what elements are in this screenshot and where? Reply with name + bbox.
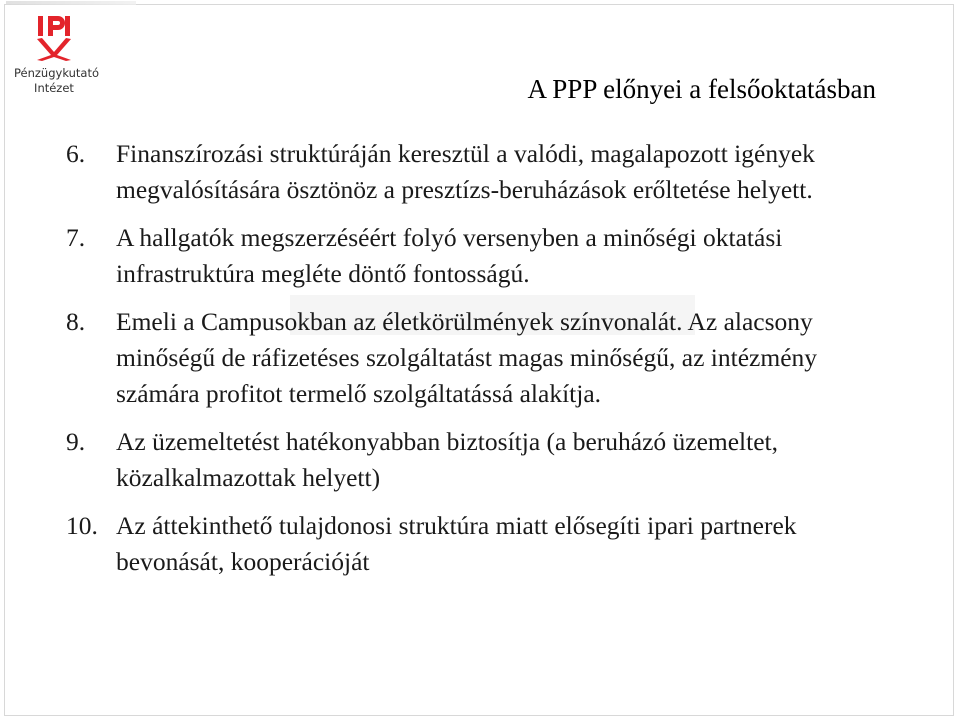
- list-item: [66, 220, 866, 292]
- slide-title: A PPP előnyei a felsőoktatásban: [527, 74, 876, 104]
- item-number: 10.: [66, 511, 98, 540]
- list-item: [66, 136, 866, 208]
- item-text: Finanszírozási struktúráján keresztül a valódi, magalapozott igények megvalósítására ösztönöz a presztízs-beruházások erőltetése helyett.: [116, 139, 815, 204]
- list-item: [66, 424, 866, 496]
- item-number: 8.: [66, 307, 86, 336]
- institute-logo: [14, 14, 100, 98]
- item-text: Emeli a Campusokban az életkörülmények színvonalát. Az alacsony minőségű de ráfizetéses szolgáltatást magas minőségű, az intézmény számára profitot termelő szolgáltatássá alakítja.: [116, 307, 818, 408]
- list-item: [66, 304, 866, 412]
- item-number: 7.: [66, 223, 86, 252]
- list-item: [66, 508, 866, 580]
- item-text: Az áttekinthető tulajdonosi struktúra miatt elősegíti ipari partnerek bevonását, kooperációját: [116, 511, 797, 576]
- item-text: Az üzemeltetést hatékonyabban biztosítja (a beruházó üzemeltet, közalkalmazottak helyett): [116, 427, 779, 492]
- top-strip: [6, 1, 136, 5]
- item-number: 6.: [66, 139, 86, 168]
- institute-logo-icon: [34, 14, 74, 62]
- institute-name-line2: Intézet: [34, 81, 74, 95]
- item-text: A hallgatók megszerzéséért folyó versenyben a minőségi oktatási infrastruktúra megléte döntő fontosságú.: [116, 223, 783, 288]
- item-number: 9.: [66, 427, 86, 456]
- institute-name: [14, 66, 100, 96]
- institute-name-line1: Pénzügykutató: [14, 66, 100, 80]
- advantages-list: [66, 136, 866, 592]
